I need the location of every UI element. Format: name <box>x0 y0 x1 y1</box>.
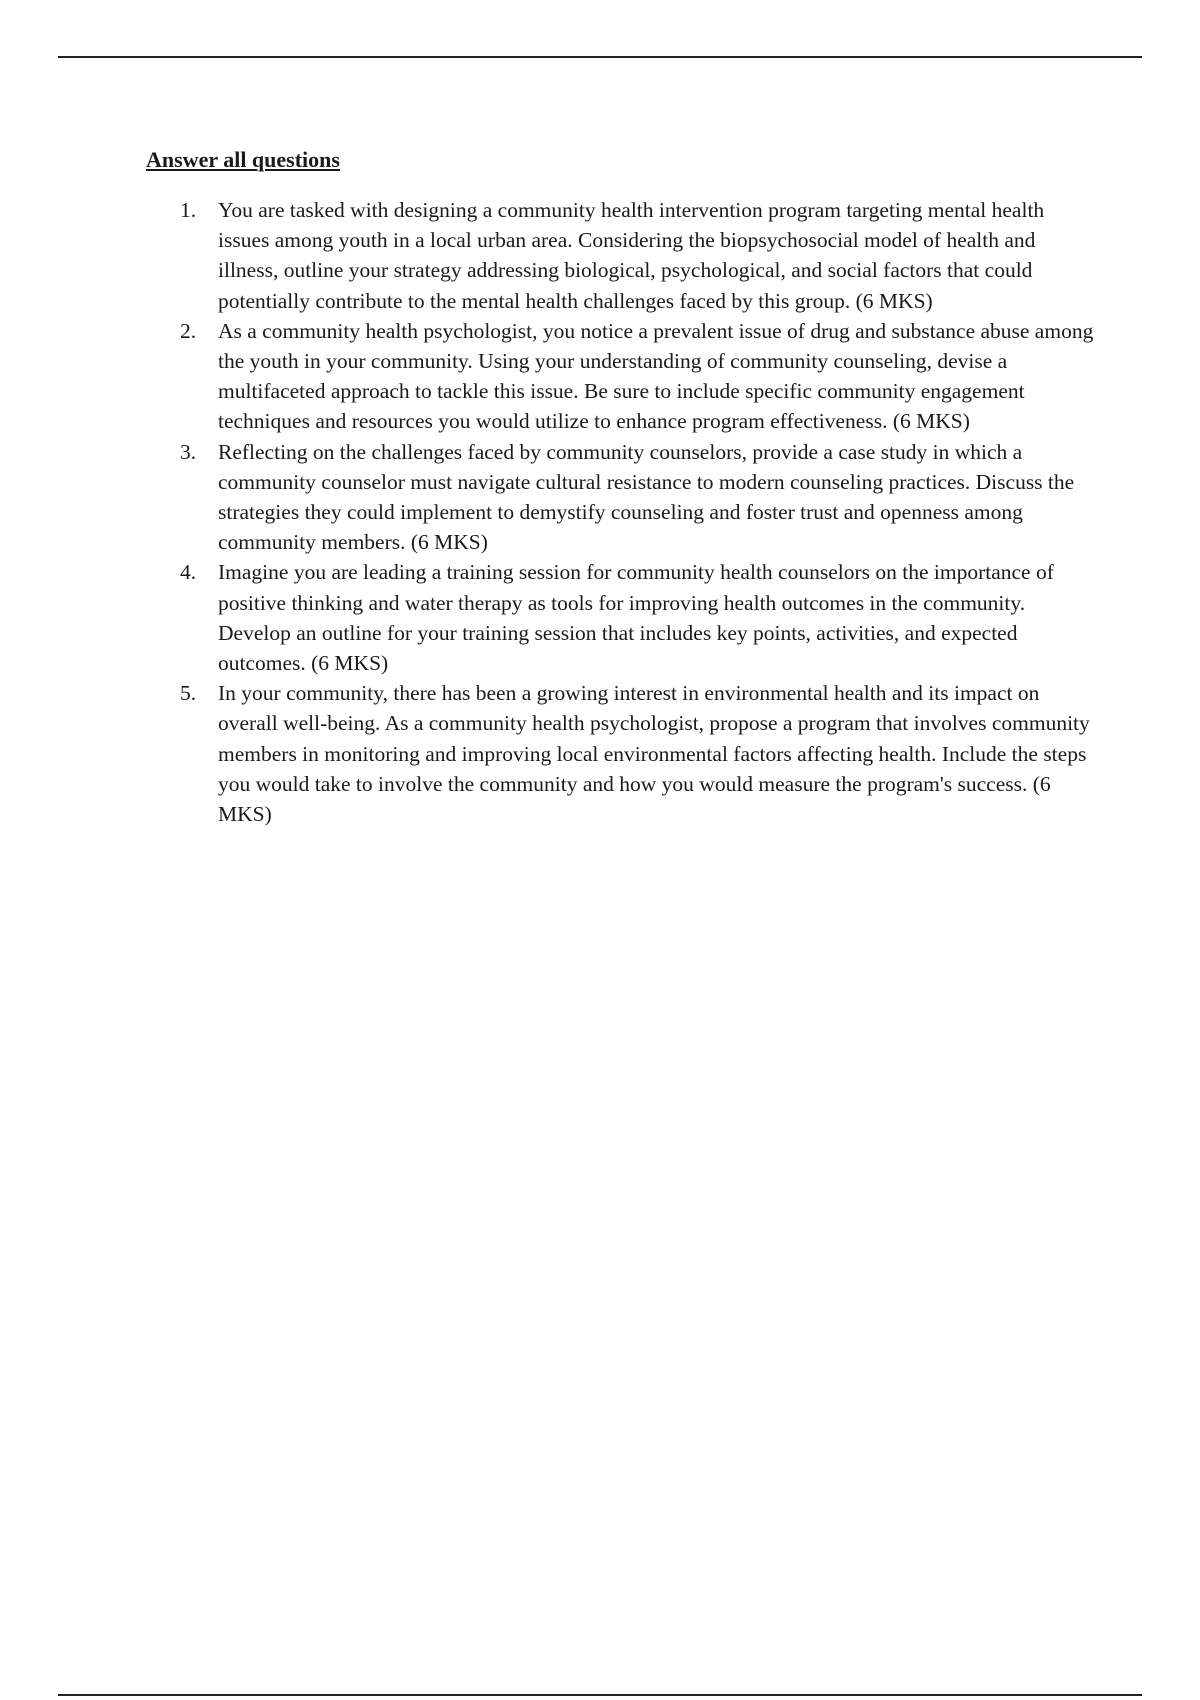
question-text: You are tasked with designing a community health intervention program targeting mental health issues among youth in a local urban area. Considering the biopsychosocial model of health and illness, outline your strategy addressing biological, psychological, and social factors that could potentially contribute to the mental health challenges faced by this group. (6 MKS) <box>218 198 1045 313</box>
question-text: Reflecting on the challenges faced by community counselors, provide a case study in which a community counselor must navigate cultural resistance to modern counseling practices. Discuss the strategies they could implement to demystify counseling and foster trust and openness among community members. (6 MKS) <box>218 439 1075 555</box>
document-body <box>146 145 1096 829</box>
question-number: 1. <box>180 198 197 222</box>
question-item <box>146 195 1096 316</box>
question-number: 5. <box>180 681 197 706</box>
question-number: 4. <box>180 560 197 585</box>
question-item <box>146 316 1096 437</box>
question-text: Imagine you are leading a training session for community health counselors on the importance of positive thinking and water therapy as tools for improving health outcomes in the community. Develop an outline for your training session that includes key points, activities, and expected outcomes. (6 MKS) <box>218 560 1054 676</box>
footer-rule <box>58 1694 1142 1696</box>
question-text: In your community, there has been a growing interest in environmental health and its impact on overall well-being. As a community health psychologist, propose a program that involves community members in monitoring and improving local environmental factors affecting health. Include the steps you would take to involve the community and how you would measure the program's success. (6 MKS) <box>218 681 1090 827</box>
question-list <box>146 195 1096 829</box>
question-item <box>146 557 1096 678</box>
question-item <box>146 678 1096 829</box>
question-number: 2. <box>180 318 197 343</box>
instructions-heading: Answer all questions <box>146 147 340 172</box>
question-number: 3. <box>180 439 197 464</box>
header-rule <box>58 56 1142 58</box>
question-text: As a community health psychologist, you notice a prevalent issue of drug and substance abuse among the youth in your community. Using your understanding of community counseling, devise a multifaceted approach to tackle this issue. Be sure to include specific community engagement techniques and resources you would utilize to enhance program effectiveness. (6 MKS) <box>218 318 1094 434</box>
question-item <box>146 437 1096 558</box>
